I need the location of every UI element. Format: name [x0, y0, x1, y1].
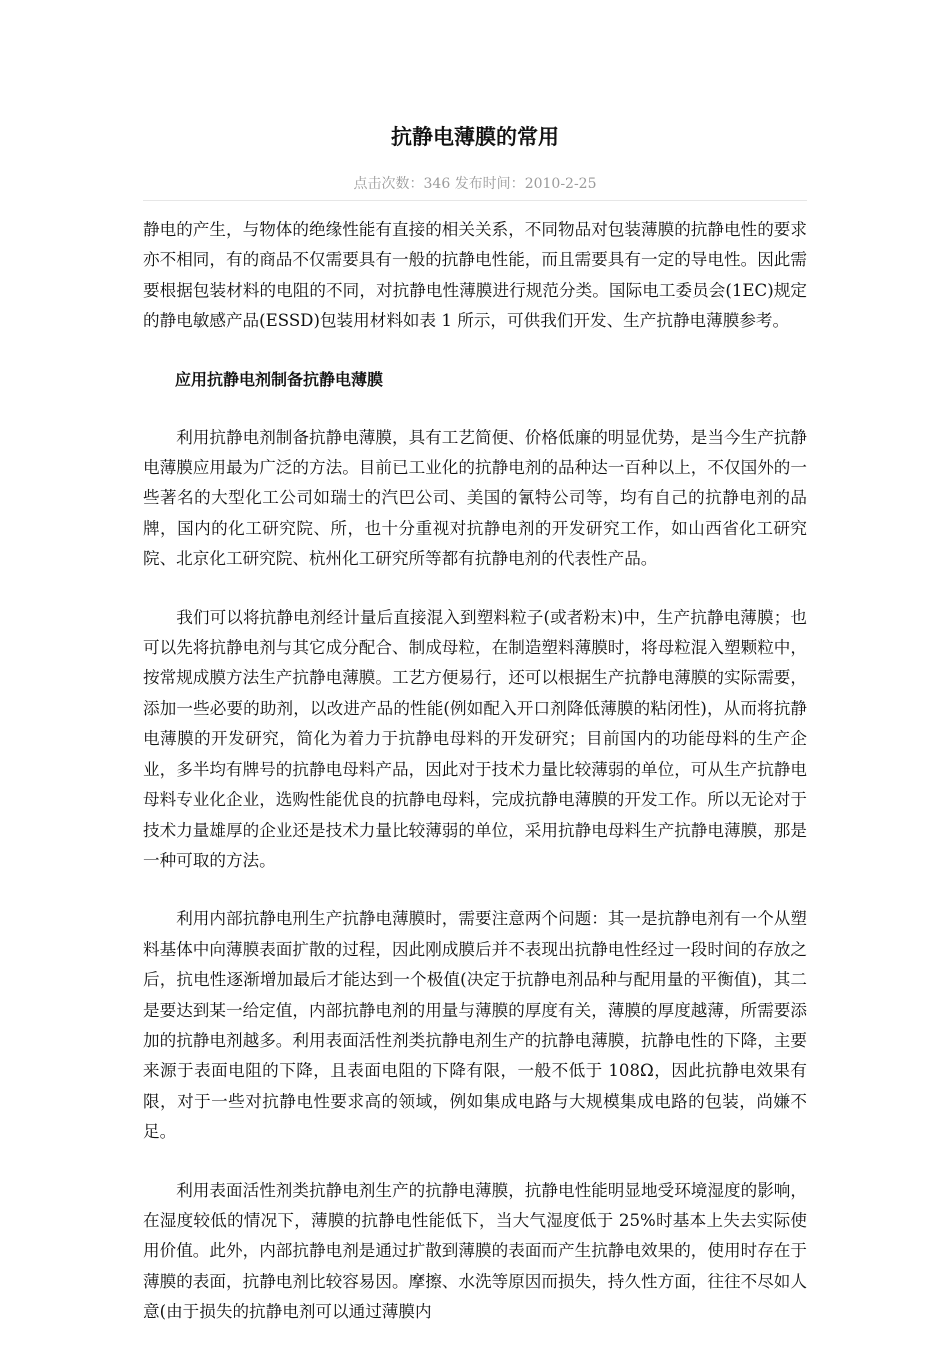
- article-body: [143, 215, 807, 1356]
- publish-date: 2010-2-25: [524, 176, 597, 192]
- body-paragraph-4: 利用表面活性剂类抗静电剂生产的抗静电薄膜，抗静电性能明显地受环境湿度的影响，在湿度较低的情况下，薄膜的抗静电性能低下，当大气湿度低于 25%时基本上失去实际使用价值。此外，内部抗静电剂是通过扩散到薄膜的表面而产生抗静电效果的，使用时存在于薄膜的表面，抗静电剂比较容易因。摩擦、水洗等原因而损失，持久性方面，往往不尽如人意(由于损失的抗静电剂可以通过薄膜内: [143, 1180, 807, 1322]
- body-paragraph-1: 利用抗静电剂制备抗静电薄膜，具有工艺简便、价格低廉的明显优势，是当今生产抗静电薄膜应用最为广泛的方法。目前已工业化的抗静电剂的品种达一百种以上，不仅国外的一些著名的大型化工公司如瑞士的汽巴公司、美国的氰特公司等，均有自己的抗静电剂的品牌，国内的化工研究院、所，也十分重视对抗静电剂的开发研究工作，如山西省化工研究院、北京化工研究院、杭州化工研究所等都有抗静电剂的代表性产品。: [143, 427, 807, 569]
- article-meta: [0, 174, 950, 194]
- title-divider: [143, 200, 807, 201]
- body-paragraph-3: 利用内部抗静电刑生产抗静电薄膜时，需要注意两个问题：其一是抗静电剂有一个从塑料基体中向薄膜表面扩散的过程，因此刚成膜后并不表现出抗静电性经过一段时间的存放之后，抗电性逐渐增加最后才能达到一个极值(决定于抗静电剂品种与配用量的平衡值)，其二是要达到某一给定值，内部抗静电剂的用量与薄膜的厚度有关，薄膜的厚度越薄，所需要添加的抗静电剂越多。利用表面活性剂类抗静电剂生产的抗静电薄膜，抗静电性的下降，主要来源于表面电阻的下降，且表面电阻的下降有限，一般不低于 108Ω，因此抗静电效果有限，对于一些对抗静电性要求高的领域，例如集成电路与大规模集成电路的包装，尚嫌不足。: [143, 909, 807, 1142]
- section-heading: 应用抗静电剂制备抗静电薄膜: [175, 369, 384, 389]
- publish-date-label: 发布时间：: [454, 176, 525, 192]
- intro-paragraph: 静电的产生，与物体的绝缘性能有直接的相关关系，不同物品对包装薄膜的抗静电性的要求亦不相同，有的商品不仅需要具有一般的抗静电性能，而且需要具有一定的导电性。因此需要根据包装材料的电阻的不同，对抗静电性薄膜进行规范分类。国际电工委员会(1EC)规定的静电敏感产品(ESSD)包装用材料如表 1 所示，可供我们开发、生产抗静电薄膜参考。: [143, 220, 807, 331]
- clicks-label: 点击次数：: [353, 176, 424, 192]
- article-title: 抗静电薄膜的常用: [391, 125, 559, 149]
- body-paragraph-2: 我们可以将抗静电剂经计量后直接混入到塑料粒子(或者粉末)中，生产抗静电薄膜；也可以先将抗静电剂与其它成分配合、制成母粒，在制造塑料薄膜时，将母粒混入塑颗粒中，按常规成膜方法生产抗静电薄膜。工艺方便易行，还可以根据生产抗静电薄膜的实际需要，添加一些必要的助剂，以改进产品的性能(例如配入开口剂降低薄膜的粘闭性)，从而将抗静电薄膜的开发研究，简化为着力于抗静电母料的开发研究；目前国内的功能母料的生产企业，多半均有牌号的抗静电母料产品，因此对于技术力量比较薄弱的单位，可从生产抗静电母料专业化企业，选购性能优良的抗静电母料，完成抗静电薄膜的开发工作。所以无论对于技术力量雄厚的企业还是技术力量比较薄弱的单位，采用抗静电母料生产抗静电薄膜，那是一种可取的方法。: [143, 607, 807, 870]
- clicks-count: 346: [423, 176, 451, 192]
